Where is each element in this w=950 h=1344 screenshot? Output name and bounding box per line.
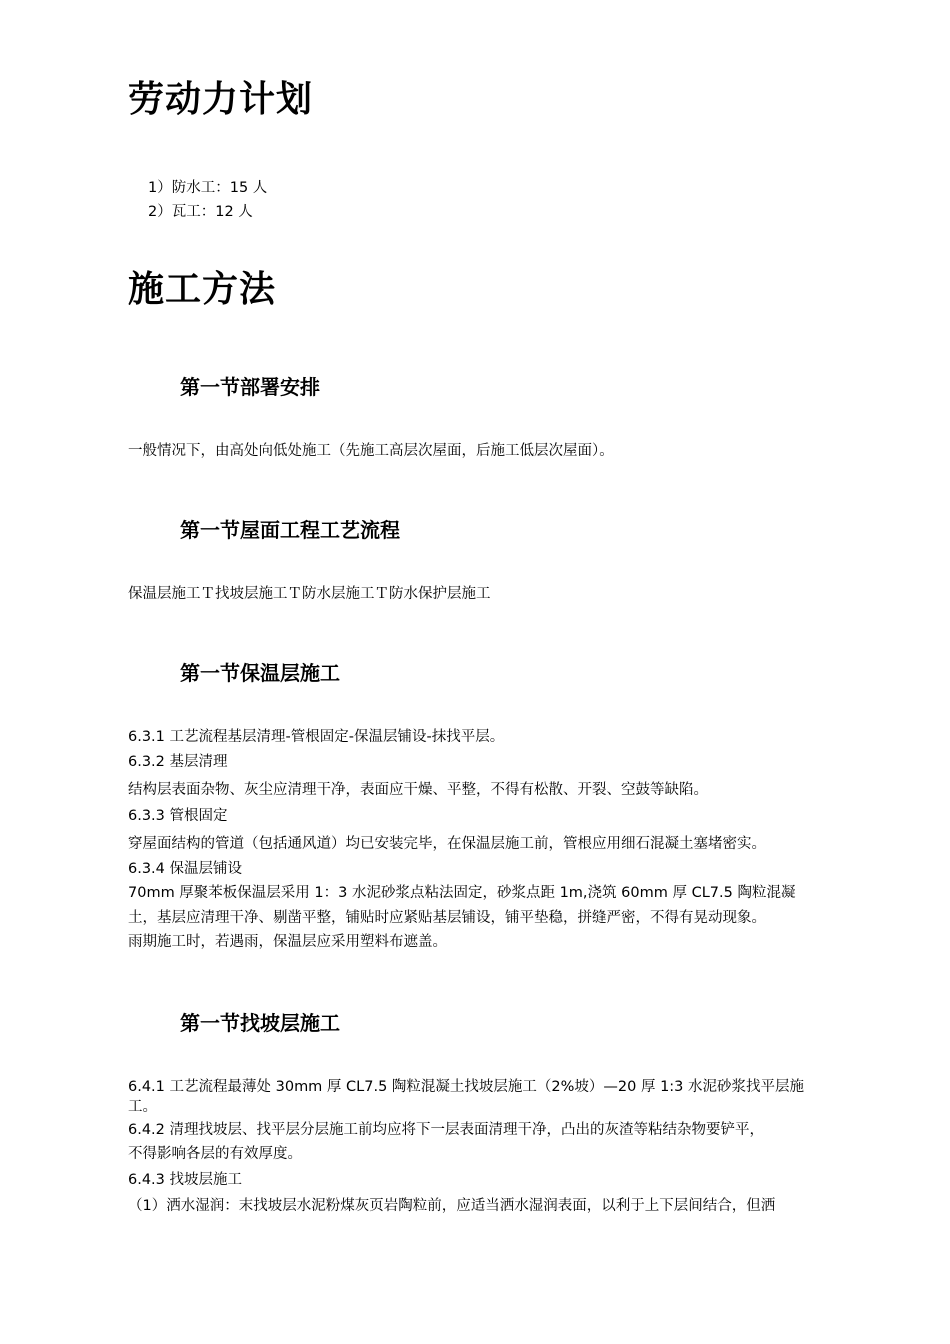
section-process-heading: 第一节屋面工程工艺流程 [180,518,400,542]
insulation-line: 雨期施工时，若遇雨，保温层应采用塑料布遮盖。 [128,934,447,950]
labor-item-2: 2）瓦工：12 人 [148,204,253,220]
insulation-line: 6.3.4 保温层铺设 [128,861,243,877]
slope-line: 6.4.1 工艺流程最薄处 30mm 厚 CL7.5 陶粒混凝土找坡层施工（2%坡）—20 厚 1:3 水泥砂浆找平层施 [128,1079,805,1095]
insulation-line: 6.3.2 基层清理 [128,754,228,770]
slope-line: 6.4.3 找坡层施工 [128,1172,243,1188]
section-insulation-heading: 第一节保温层施工 [180,661,340,685]
insulation-line: 6.3.1 工艺流程基层清理-管根固定-保温层铺设-抹找平层。 [128,729,505,745]
insulation-line: 土，基层应清理干净、剔凿平整，铺贴时应紧贴基层铺设，铺平垫稳，拼缝严密，不得有晃动现象。 [128,910,766,926]
section-deployment-text: 一般情况下，由高处向低处施工（先施工高层次屋面，后施工低层次屋面）。 [128,443,614,459]
labor-plan-heading: 劳动力计划 [128,79,314,120]
slope-line: 6.4.2 清理找坡层、找平层分层施工前均应将下一层表面清理干净，凸出的灰渣等粘结杂物要铲平， [128,1122,764,1138]
section-process-text: 保温层施工Ｔ找坡层施工Ｔ防水层施工Ｔ防水保护层施工 [128,586,491,602]
slope-line: 不得影响各层的有效厚度。 [128,1146,302,1162]
slope-line: （1）洒水湿润：末找坡层水泥粉煤灰页岩陶粒前，应适当洒水湿润表面，以利于上下层间结合，但洒 [128,1198,776,1214]
insulation-line: 结构层表面杂物、灰尘应清理干净，表面应干燥、平整，不得有松散、开裂、空鼓等缺陷。 [128,782,708,798]
insulation-line: 穿屋面结构的管道（包括通风道）均已安装完毕，在保温层施工前，管根应用细石混凝土塞堵密实。 [128,836,766,852]
insulation-line: 70mm 厚聚苯板保温层采用 1：3 水泥砂浆点粘法固定，砂浆点距 1m,浇筑 60mm 厚 CL7.5 陶粒混凝 [128,885,796,901]
construction-method-heading: 施工方法 [128,269,277,310]
insulation-line: 6.3.3 管根固定 [128,808,228,824]
slope-line: 工。 [128,1099,157,1115]
section-deployment-heading: 第一节部署安排 [180,375,320,399]
labor-item-1: 1）防水工：15 人 [148,180,268,196]
section-slope-heading: 第一节找坡层施工 [180,1011,340,1035]
